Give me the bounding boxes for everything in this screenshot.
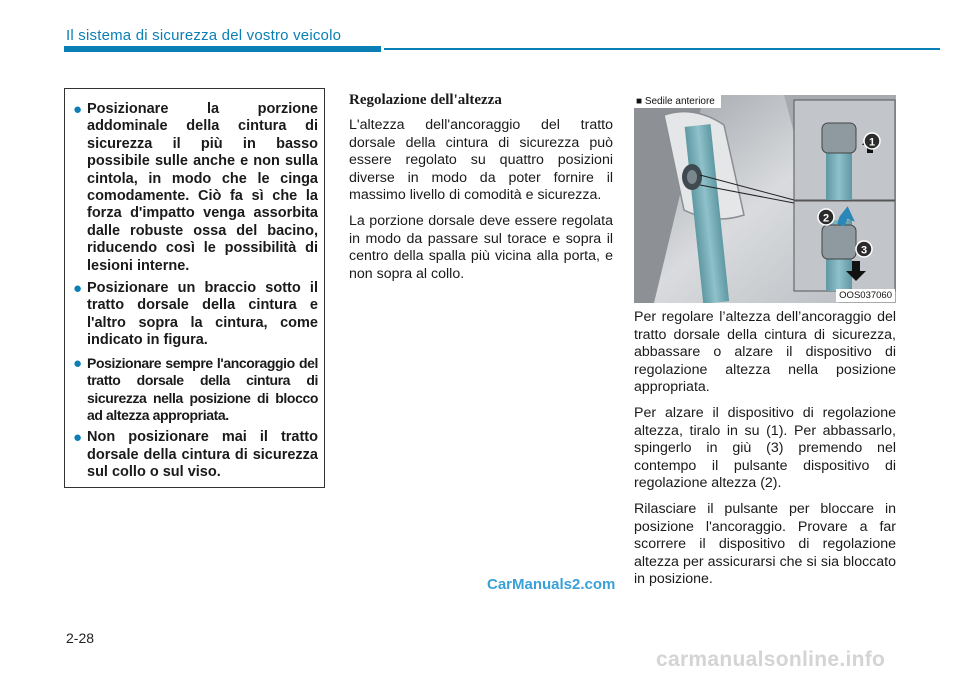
section-paragraph: L'altezza dell'ancoraggio del tratto dorsale della cintura di sicurezza può essere regolato su quattro posizioni diverse in modo da poter fornire il massimo livello di comodità e sicurezza. — [349, 117, 613, 204]
section-column — [349, 92, 613, 291]
bullet-icon: ● — [73, 354, 82, 372]
seatbelt-figure — [634, 95, 896, 303]
warning-item — [73, 429, 318, 481]
figure-code: OOS037060 — [836, 289, 895, 302]
bullet-icon: ● — [73, 280, 83, 298]
page-number: 2-28 — [66, 630, 95, 646]
header-bar-thin — [384, 48, 940, 50]
callout-2 — [818, 209, 834, 225]
warning-item — [73, 355, 318, 425]
svg-text:3: 3 — [860, 244, 868, 257]
instruction-paragraph: Per alzare il dispositivo di regolazione altezza, tiralo in su (1). Per abbassarlo, spingerlo in giù (3) premendo nel contempo il pulsante dispositivo di regolazione altezza (2). — [634, 404, 896, 492]
instructions-column — [634, 309, 896, 597]
svg-text:2: 2 — [822, 212, 830, 225]
warning-item — [73, 101, 318, 275]
instruction-paragraph: Rilasciare il pulsante per bloccare in posizione l'ancoraggio. Provare a far scorrere il dispositivo di regolazione altezza per assicurarsi che si sia bloccato in posizione. — [634, 500, 896, 588]
callout-3 — [856, 241, 872, 257]
svg-text:1: 1 — [868, 136, 876, 149]
warning-item — [73, 280, 318, 350]
figure-label: ■ Sedile anteriore — [634, 95, 721, 108]
warning-item-text: Posizionare un braccio sotto il tratto dorsale della cintura e l'altro sopra la cintura, come indicato in figura. — [87, 280, 318, 349]
watermark-link[interactable]: CarManuals2.com — [487, 576, 616, 593]
warning-item-text: Posizionare sempre l'ancoraggio del tratto dorsale della cintura di sicurezza nella posizione di blocco ad altezza appropriata. — [87, 354, 318, 423]
instruction-paragraph: Per regolare l’altezza dell’ancoraggio del tratto dorsale della cintura di sicurezza, abbassare o alzare il dispositivo di regolazione altezza nella posizione appropriata. — [634, 309, 896, 396]
seatbelt-illustration — [634, 95, 896, 303]
header-title: Il sistema di sicurezza del vostro veicolo — [66, 27, 342, 44]
warning-item-text: Non posizionare mai il tratto dorsale della cintura di sicurezza sul collo o sul viso. — [87, 429, 318, 481]
warning-box — [64, 88, 325, 488]
bullet-icon: ● — [73, 429, 83, 447]
footer-watermark: carmanualsonline.info — [656, 648, 886, 671]
warning-item-text: Posizionare la porzione addominale della cintura di sicurezza il più in basso possibile sulle anche e non sulla cintola, in modo che le cinga comodamente. Ciò fa sì che la forza d'impatto venga assorbita dalle robuste ossa del bacino, riducendo così le possibilità di lesioni interne. — [87, 101, 318, 274]
bullet-icon: ● — [73, 101, 83, 118]
header-bar-thick — [64, 46, 381, 52]
section-heading: Regolazione dell'altezza — [349, 92, 502, 108]
callout-1 — [864, 133, 880, 149]
section-paragraph: La porzione dorsale deve essere regolata in modo da passare sul torace e sopra il centro della spalla più vicina alla porta, e non sopra al collo. — [349, 212, 613, 282]
